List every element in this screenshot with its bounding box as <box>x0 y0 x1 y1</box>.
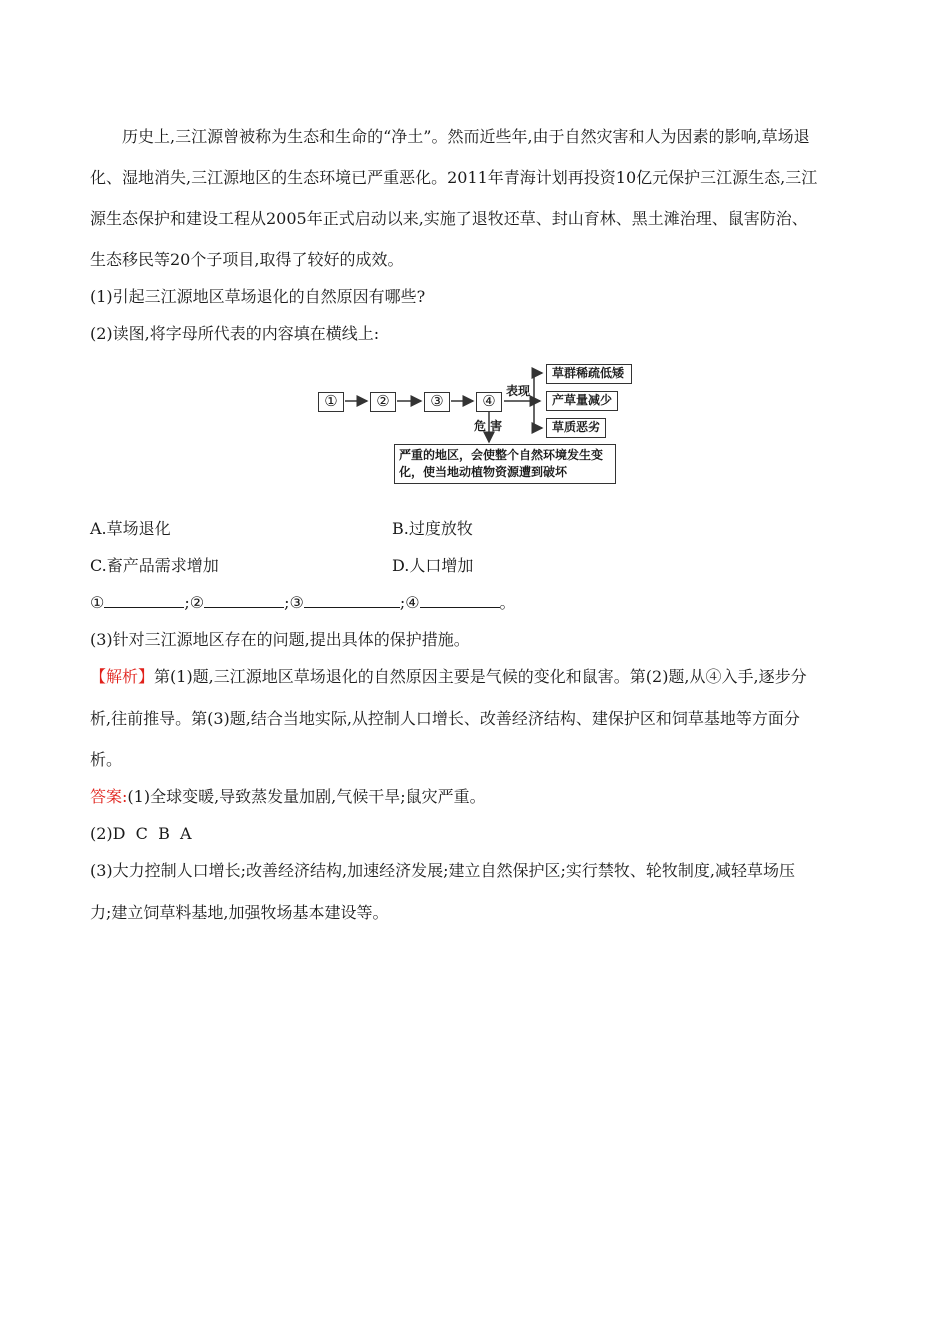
analysis-line-1 <box>90 667 807 687</box>
diagram-label-harm: 危 害 <box>474 419 503 433</box>
diagram-label-show: 表现 <box>506 384 531 398</box>
passage-line-2: 化、湿地消失,三江源地区的生态环境已严重恶化。2011年青海计划再投资10亿元保护三江源生态,三江 <box>90 168 818 187</box>
answer-tag: 答案: <box>90 787 128 806</box>
choice-b: B.过度放牧 <box>392 519 473 538</box>
choice-c: C.畜产品需求增加 <box>90 556 219 575</box>
blank-2[interactable] <box>204 593 284 608</box>
analysis-tag: 【解析】 <box>90 667 155 686</box>
diagram-node-3: ③ <box>424 392 450 412</box>
diagram-node-4: ④ <box>476 392 502 412</box>
diagram-harm-line-1: 严重的地区，会使整个自然环境发生变 <box>399 448 604 462</box>
analysis-text-1: 第(1)题,三江源地区草场退化的自然原因主要是气候的变化和鼠害。第(2)题,从④入手,逐步分 <box>154 667 807 686</box>
answer-3-line-2: 力;建立饲草料基地,加强牧场基本建设等。 <box>90 903 389 922</box>
passage-line-3: 源生态保护和建设工程从2005年正式启动以来,实施了退牧还草、封山育林、黑土滩治理、鼠害防治、 <box>90 209 808 228</box>
choice-a: A.草场退化 <box>90 519 171 538</box>
passage-line-1: 历史上,三江源曾被称为生态和生命的“净土”。然而近些年,由于自然灾害和人为因素的影响,草场退 <box>122 127 810 146</box>
analysis-line-3: 析。 <box>90 750 123 769</box>
diagram-harm-line-2: 化，使当地动植物资源遭到破坏 <box>399 465 568 479</box>
choice-d: D.人口增加 <box>392 556 474 575</box>
diagram-effect-2: 产草量减少 <box>546 391 618 411</box>
blank-label-1: ① <box>90 593 105 612</box>
blank-1[interactable] <box>104 593 184 608</box>
flow-diagram <box>318 362 638 486</box>
blank-end: 。 <box>499 593 516 612</box>
analysis-line-2: 析,往前推导。第(3)题,结合当地实际,从控制人口增长、改善经济结构、建保护区和饲草基地等方面分 <box>90 709 800 728</box>
passage-line-4: 生态移民等20个子项目,取得了较好的成效。 <box>90 250 404 269</box>
blank-3[interactable] <box>304 593 400 608</box>
answer-3-line-1: (3)大力控制人口增长;改善经济结构,加速经济发展;建立自然保护区;实行禁牧、轮牧制度,减轻草场压 <box>90 861 796 880</box>
diagram-node-1: ① <box>318 392 344 412</box>
diagram-node-2: ② <box>370 392 396 412</box>
diagram-harm-box <box>394 444 616 484</box>
fill-blanks-line <box>90 593 516 613</box>
answer-line-1 <box>90 787 486 807</box>
answer-1: (1)全球变暖,导致蒸发量加剧,气候干旱;鼠灾严重。 <box>127 787 486 806</box>
answer-2: (2)D C B A <box>90 824 192 843</box>
blank-4[interactable] <box>420 593 500 608</box>
blank-label-2: ;② <box>184 593 205 612</box>
diagram-effect-1: 草群稀疏低矮 <box>546 364 632 384</box>
question-1: (1)引起三江源地区草场退化的自然原因有哪些? <box>90 287 426 306</box>
blank-label-3: ;③ <box>284 593 304 612</box>
diagram-effect-3: 草质恶劣 <box>546 418 606 438</box>
question-3: (3)针对三江源地区存在的问题,提出具体的保护措施。 <box>90 630 470 649</box>
blank-label-4: ;④ <box>399 593 420 612</box>
question-2: (2)读图,将字母所代表的内容填在横线上: <box>90 324 380 343</box>
